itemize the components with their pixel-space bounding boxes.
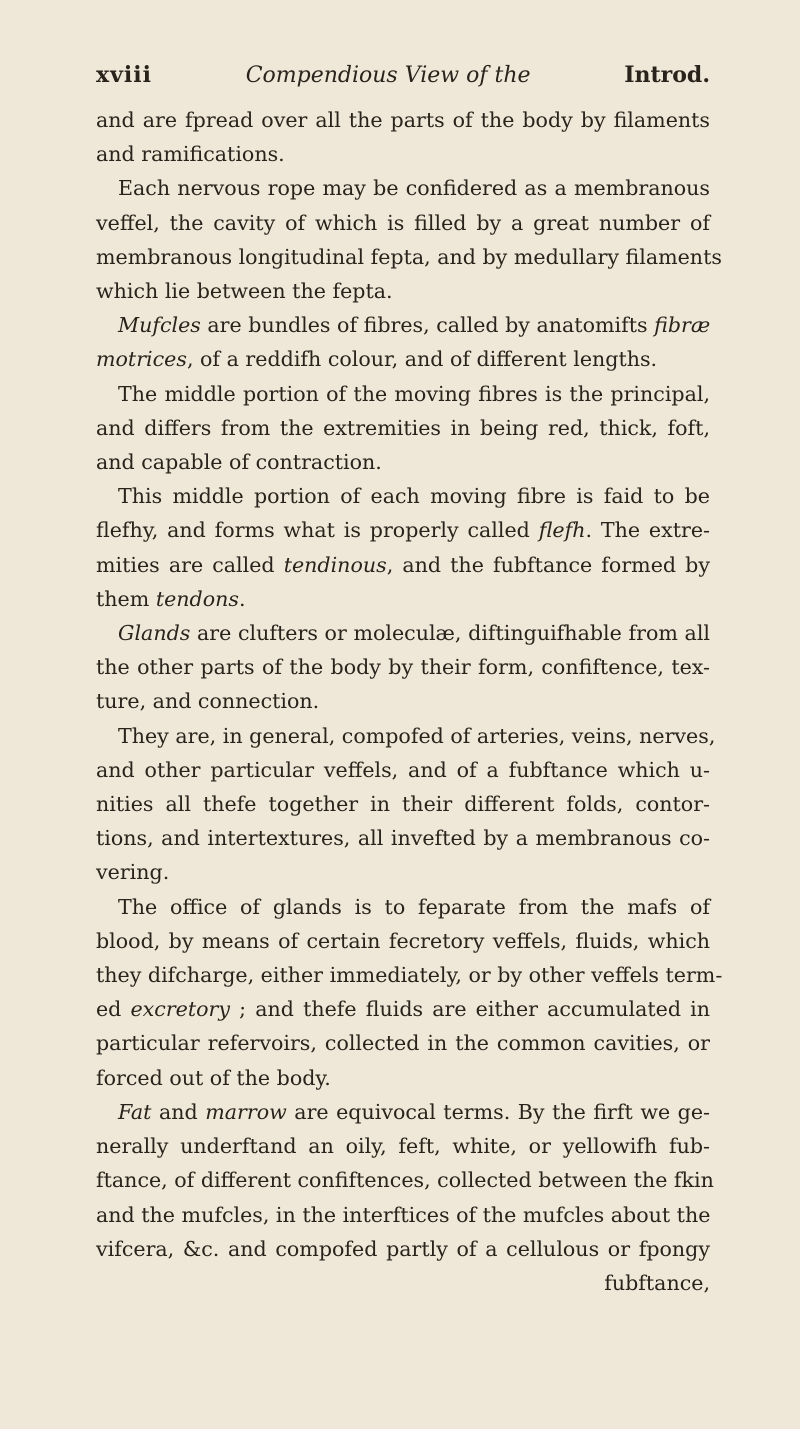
text-line: nities all thefe together in their different folds, contor- bbox=[96, 792, 710, 817]
text-line: and other particular veffels, and of a fubftance which u- bbox=[96, 757, 710, 782]
text-line: the other parts of the body by their form, confiftence, tex- bbox=[96, 655, 710, 680]
text-line: flefhy, and forms what is properly called flefh. The extre- bbox=[96, 518, 710, 543]
text-line: and are fpread over all the parts of the body by filaments bbox=[96, 108, 710, 132]
section-label: Introd. bbox=[624, 62, 710, 88]
text-line: membranous longitudinal fepta, and by medullary filaments bbox=[96, 244, 722, 269]
text-line: The middle portion of the moving fibres is the principal, bbox=[118, 381, 710, 406]
text-line: vifcera, &c. and compofed partly of a cellulous or fpongy bbox=[96, 1236, 710, 1261]
text-line: them tendons. bbox=[96, 586, 246, 611]
text-line: they difcharge, either immediately, or by other veffels term- bbox=[96, 963, 723, 988]
text-line: nerally underftand an oily, feft, white, or yellowifh fub- bbox=[96, 1134, 710, 1159]
text-line: tions, and intertextures, all invefted by a membranous co- bbox=[96, 826, 710, 851]
text-line: They are, in general, compofed of arteries, veins, nerves, bbox=[118, 723, 716, 748]
text-line: Glands are clufters or moleculæ, diftinguifhable from all bbox=[118, 621, 710, 646]
running-title: Compendious View of the bbox=[245, 63, 531, 88]
text-line: The office of glands is to feparate from the mafs of bbox=[118, 894, 710, 919]
text-line: and differs from the extremities in being red, thick, foft, bbox=[96, 415, 710, 440]
body-text bbox=[96, 103, 723, 1300]
text-line: fubftance, bbox=[604, 1270, 710, 1295]
text-line: ture, and connection. bbox=[96, 689, 320, 714]
text-line: This middle portion of each moving fibre is faid to be bbox=[118, 484, 710, 509]
text-line: motrices, of a reddifh colour, and of different lengths. bbox=[96, 347, 658, 372]
text-line: blood, by means of certain fecretory veffels, fluids, which bbox=[96, 928, 710, 953]
page-number: xviii bbox=[96, 62, 152, 88]
text-line: Mufcles are bundles of fibres, called by anatomifts fibræ bbox=[118, 313, 711, 338]
text-line: and the mufcles, in the interftices of the mufcles about the bbox=[96, 1202, 711, 1227]
text-line: vering. bbox=[96, 860, 170, 885]
text-line: ftance, of different confiftences, collected between the fkin bbox=[96, 1168, 714, 1193]
text-line: veffel, the cavity of which is filled by a great number of bbox=[96, 210, 710, 235]
text-line: and capable of contraction. bbox=[96, 450, 382, 475]
page-header bbox=[96, 60, 710, 91]
text-line: forced out of the body. bbox=[96, 1065, 331, 1090]
text-line: which lie between the fepta. bbox=[96, 279, 393, 304]
text-line: and ramifications. bbox=[96, 142, 285, 167]
text-line: particular refervoirs, collected in the common cavities, or bbox=[96, 1031, 710, 1056]
text-line: mities are called tendinous, and the fubftance formed by bbox=[96, 552, 710, 577]
text-line: Fat and marrow are equivocal terms. By the firft we ge- bbox=[118, 1099, 710, 1124]
text-line: Each nervous rope may be confidered as a membranous bbox=[118, 176, 710, 201]
text-line: ed excretory ; and thefe fluids are either accumulated in bbox=[96, 997, 710, 1022]
